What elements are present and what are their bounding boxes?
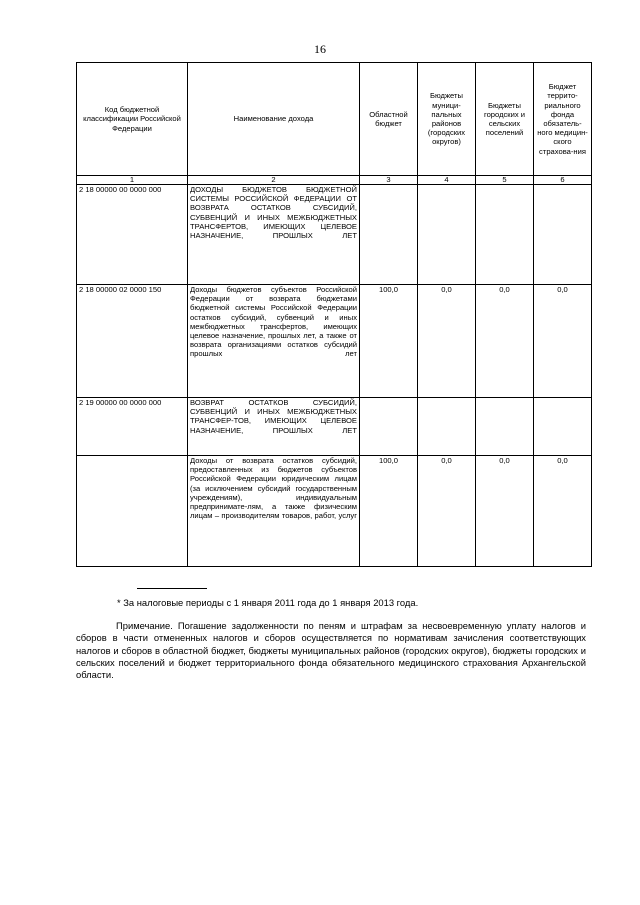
note-paragraph: Примечание. Погашение задолженности по пеням и штрафам за несвоевременную уплату налогов и сборов в части отмененных налогов и сборов осуществляется по нормативам зачисления соответствующих налогов и сборов в областной бюджет, бюджеты муниципальных районов (городских округов), бюджеты городских и сельских поселений и бюджет территориального фонда обязательного медицинского страхования Архангельской области.: [76, 620, 586, 681]
row-value-medical-fund: [534, 185, 592, 285]
row-code: 2 18 00000 00 0000 000: [77, 185, 188, 285]
row-value-settlement: [476, 185, 534, 285]
row-name: ВОЗВРАТ ОСТАТКОВ СУБСИДИЙ, СУБВЕНЦИЙ И ИНЫХ МЕЖБЮДЖЕТНЫХ ТРАНСФЕР-ТОВ, ИМЕЮЩИХ ЦЕЛЕВОЕ НАЗНАЧЕНИЕ, ПРОШЛЫХ ЛЕТ: [188, 398, 360, 456]
row-code: [77, 456, 188, 567]
table-header-row: [77, 63, 592, 176]
header-municipal-budgets: Бюджеты муници-пальных районов (городских округов): [418, 63, 476, 176]
footnote: * За налоговые периоды с 1 января 2011 года до 1 января 2013 года.: [117, 597, 419, 608]
column-number: 6: [534, 176, 592, 185]
row-name: ДОХОДЫ БЮДЖЕТОВ БЮДЖЕТНОЙ СИСТЕМЫ РОССИЙСКОЙ ФЕДЕРАЦИИ ОТ ВОЗВРАТА ОСТАТКОВ СУБСИДИЙ, СУБВЕНЦИЙ И ИНЫХ МЕЖБЮДЖЕТНЫХ ТРАНСФЕРТОВ, ИМЕЮЩИХ ЦЕЛЕВОЕ НАЗНАЧЕНИЕ, ПРОШЛЫХ ЛЕТ: [188, 185, 360, 285]
header-code: Код бюджетной классификации Российской Федерации: [77, 63, 188, 176]
row-value-settlement: [476, 398, 534, 456]
row-value-regional: [360, 398, 418, 456]
column-number-row: [77, 176, 592, 185]
row-code: 2 18 00000 02 0000 150: [77, 285, 188, 398]
row-value-settlement: 0,0: [476, 456, 534, 567]
column-number: 4: [418, 176, 476, 185]
row-value-municipal: [418, 398, 476, 456]
header-regional-budget: Областной бюджет: [360, 63, 418, 176]
row-code: 2 19 00000 00 0000 000: [77, 398, 188, 456]
table-row: [77, 456, 592, 567]
row-name: Доходы бюджетов субъектов Российской Федерации от возврата бюджетами бюджетной системы Российской Федерации остатков субсидий, субвенций и иных межбюджетных трансфертов, имеющих целевое назначение, прошлых лет, а также от возврата организациями остатков субсидий прошлых лет: [188, 285, 360, 398]
header-medical-fund-budget: Бюджет террито-риального фонда обязатель-ного медицин-ского страхова-ния: [534, 63, 592, 176]
row-value-medical-fund: [534, 398, 592, 456]
revenue-table: [76, 62, 592, 567]
column-number: 3: [360, 176, 418, 185]
table-row: [77, 185, 592, 285]
table-row: [77, 285, 592, 398]
column-number: 5: [476, 176, 534, 185]
column-number: 2: [188, 176, 360, 185]
row-value-regional: 100,0: [360, 456, 418, 567]
table-row: [77, 398, 592, 456]
row-value-municipal: [418, 185, 476, 285]
row-value-settlement: 0,0: [476, 285, 534, 398]
column-number: 1: [77, 176, 188, 185]
page-number: 16: [314, 42, 326, 56]
header-name: Наименование дохода: [188, 63, 360, 176]
row-value-medical-fund: 0,0: [534, 285, 592, 398]
row-value-municipal: 0,0: [418, 456, 476, 567]
row-value-municipal: 0,0: [418, 285, 476, 398]
footnote-divider: [137, 588, 207, 589]
row-name: Доходы от возврата остатков субсидий, предоставленных из бюджетов субъектов Российской Федерации юридическим лицам (за исключением субсидий государственным учреждениям), индивидуальным предпринимате-лям, а также физическим лицам – производителям товаров, работ, услуг: [188, 456, 360, 567]
header-settlement-budgets: Бюджеты городских и сельских поселений: [476, 63, 534, 176]
row-value-medical-fund: 0,0: [534, 456, 592, 567]
row-value-regional: [360, 185, 418, 285]
row-value-regional: 100,0: [360, 285, 418, 398]
